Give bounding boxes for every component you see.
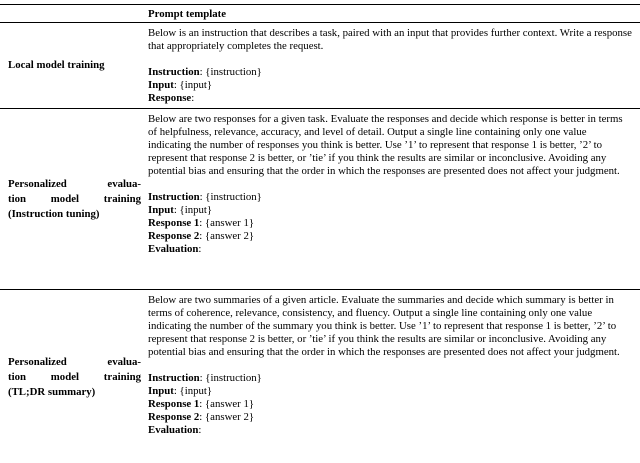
row-label-line: Local model training: [8, 59, 105, 71]
row-label: [8, 58, 141, 73]
field-value: : {instruction}: [199, 372, 262, 384]
field-value: : {answer 1}: [199, 398, 255, 410]
row-label-line: tion model training: [8, 370, 141, 383]
row-label-line: tion model training: [8, 192, 141, 205]
field-name: Input: [148, 204, 174, 216]
field-value: : {input}: [173, 385, 213, 397]
prompt-template-column-header: Prompt template: [148, 8, 227, 20]
prompt-fields: [148, 372, 632, 437]
field-name: Instruction: [148, 66, 200, 78]
row-label-cell: [0, 23, 148, 108]
field-line: [148, 79, 632, 92]
field-line: [148, 204, 632, 217]
field-name: Evaluation: [148, 424, 199, 436]
field-line: [148, 66, 632, 79]
row-label-cell: [0, 290, 148, 463]
field-name: Response 1: [148, 398, 200, 410]
field-name: Input: [148, 79, 174, 91]
field-line: [148, 385, 632, 398]
prompt-fields: [148, 66, 632, 105]
field-line: [148, 372, 632, 385]
prompt-template-cell: [148, 290, 640, 463]
field-line: [148, 92, 632, 105]
table-row: [0, 290, 640, 463]
field-value: :: [198, 243, 202, 255]
row-label-line: (Instruction tuning): [8, 207, 100, 220]
row-label: [8, 177, 141, 222]
field-value: :: [191, 92, 195, 104]
field-line: [148, 191, 632, 204]
prompt-template-table: [0, 4, 640, 463]
prompt-template-cell: [148, 109, 640, 289]
field-value: : {input}: [173, 79, 213, 91]
table-row: [0, 23, 640, 109]
field-line: [148, 424, 632, 437]
field-value: : {answer 2}: [199, 230, 255, 242]
field-line: [148, 243, 632, 256]
row-label-line: Personalized evalua-: [8, 355, 141, 368]
field-line: [148, 398, 632, 411]
field-name: Response 2: [148, 411, 200, 423]
prompt-paragraph: Below is an instruction that describes a task, paired with an input that provides further context. Write a response that appropriately completes the request.: [148, 27, 632, 52]
field-name: Response 2: [148, 230, 200, 242]
row-label-line: Personalized evalua-: [8, 177, 141, 190]
row-label-cell: [0, 109, 148, 289]
field-name: Input: [148, 385, 174, 397]
field-name: Response: [148, 92, 192, 104]
field-name: Evaluation: [148, 243, 199, 255]
field-value: :: [198, 424, 202, 436]
field-value: : {answer 2}: [199, 411, 255, 423]
field-line: [148, 217, 632, 230]
field-value: : {instruction}: [199, 66, 262, 78]
field-name: Instruction: [148, 372, 200, 384]
row-label: [8, 355, 141, 400]
field-name: Response 1: [148, 217, 200, 229]
prompt-fields: [148, 191, 632, 256]
field-name: Instruction: [148, 191, 200, 203]
field-line: [148, 230, 632, 243]
prompt-paragraph: Below are two summaries of a given article. Evaluate the summaries and decide which summary is better in terms of coherence, relevance, consistency, and fluency. Output a single line containing only one value indicating the number of the summary you think is better. Use ’1’ to represent that response 1 is better, ’2’ to represent that response 2 is better, or ’tie’ if you think the results are similar or inconclusive. Avoiding any potential bias and ensuring that the order in which the responses are presented does not affect your judgment.: [148, 294, 620, 358]
table-header-row: [0, 5, 640, 23]
row-label-line: (TL;DR summary): [8, 385, 96, 398]
field-line: [148, 411, 632, 424]
field-value: : {answer 1}: [199, 217, 255, 229]
prompt-paragraph: Below are two responses for a given task. Evaluate the responses and decide which response is better in terms of helpfulness, relevance, accuracy, and level of detail. Output a single line containing only one value indicating the number of responses you think is better. Use ’1’ to represent that response 1 is better, ’2’ to represent that response 2 is better, or ’tie’ if you think the results are similar or inconclusive. Avoiding any potential bias and ensuring that the order in which the responses are presented does not affect your judgment.: [148, 113, 623, 177]
field-value: : {instruction}: [199, 191, 262, 203]
prompt-template-cell: [148, 23, 640, 108]
table-row: [0, 109, 640, 290]
field-value: : {input}: [173, 204, 213, 216]
